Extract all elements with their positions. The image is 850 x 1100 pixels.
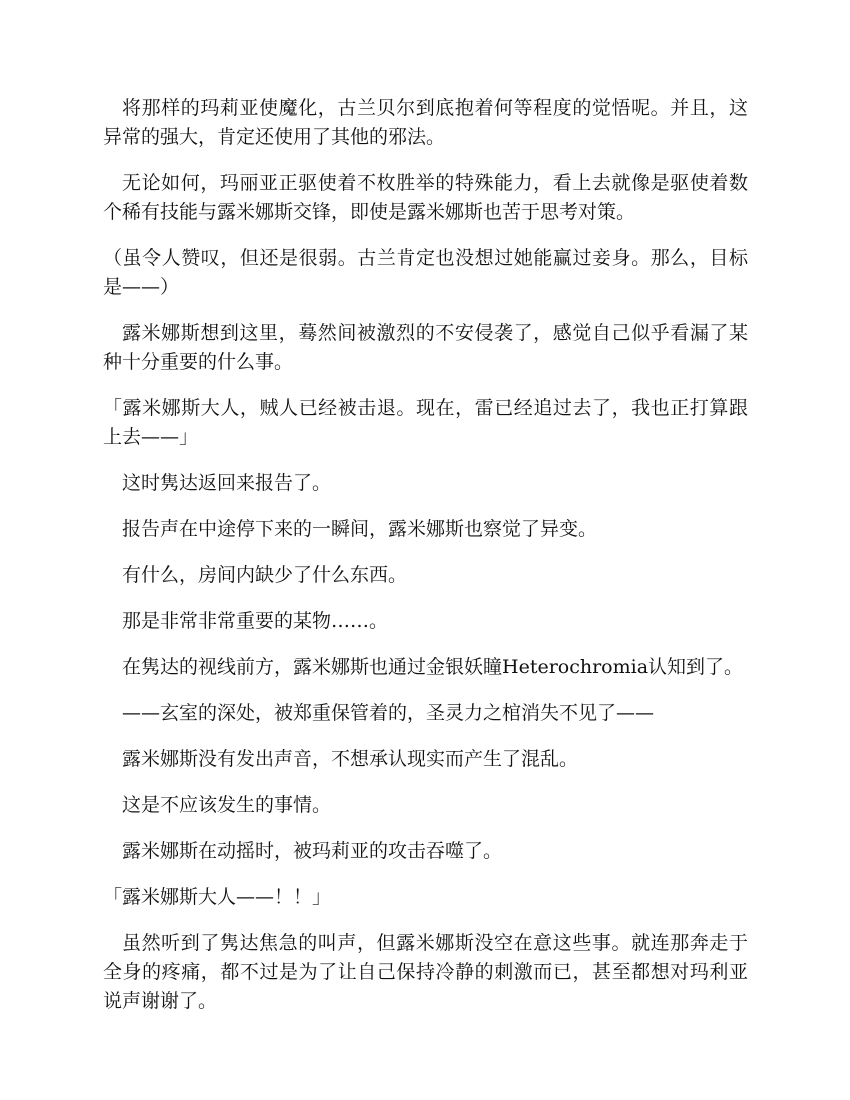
paragraph-3: （虽令人赞叹，但还是很弱。古兰肯定也没想过她能赢过妾身。那么，目标是——）: [103, 247, 748, 298]
paragraph-4: 露米娜斯想到这里，蓦然间被激烈的不安侵袭了，感觉自己似乎看漏了某种十分重要的什么事。: [103, 322, 748, 373]
paragraph-13: 这是不应该发生的事情。: [122, 794, 332, 816]
document-page: [103, 94, 748, 1033]
paragraph-12: 露米娜斯没有发出声音，不想承认现实而产生了混乱。: [122, 748, 579, 770]
paragraph-8: 有什么，房间内缺少了什么东西。: [122, 564, 408, 586]
paragraph-16: 虽然听到了隽达焦急的叫声，但露米娜斯没空在意这些事。就连那奔走于全身的疼痛，都不过是为了让自己保持冷静的刺激而已，甚至都想对玛利亚说声谢谢了。: [103, 932, 748, 1012]
paragraph-15: 「露米娜斯大人——！！」: [103, 886, 332, 908]
paragraph-14: 露米娜斯在动摇时，被玛莉亚的攻击吞噬了。: [122, 840, 503, 862]
paragraph-2: 无论如何，玛丽亚正驱使着不枚胜举的特殊能力，看上去就像是驱使着数个稀有技能与露米娜斯交锋，即使是露米娜斯也苦于思考对策。: [103, 172, 748, 223]
paragraph-7: 报告声在中途停下来的一瞬间，露米娜斯也察觉了异变。: [122, 518, 598, 540]
paragraph-5: 「露米娜斯大人，贼人已经被击退。现在，雷已经追过去了，我也正打算跟上去——」: [103, 397, 748, 448]
paragraph-11: ——玄室的深处，被郑重保管着的，圣灵力之棺消失不见了——: [122, 702, 655, 724]
paragraph-9: 那是非常非常重要的某物……。: [122, 610, 389, 632]
paragraph-6: 这时隽达返回来报告了。: [122, 472, 332, 494]
paragraph-1: 将那样的玛莉亚使魔化，古兰贝尔到底抱着何等程度的觉悟呢。并且，这异常的强大，肯定还使用了其他的邪法。: [103, 97, 748, 148]
paragraph-10: 在隽达的视线前方，露米娜斯也通过金银妖瞳Heterochromia认知到了。: [122, 656, 744, 678]
